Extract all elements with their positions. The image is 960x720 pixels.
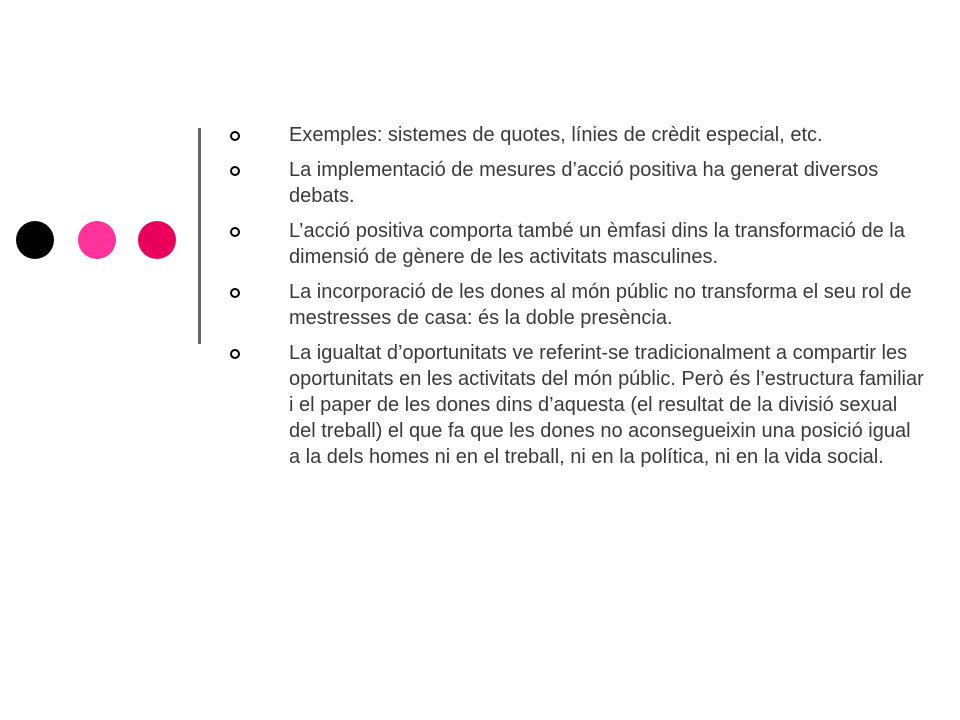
- bullet-text: Exemples: sistemes de quotes, línies de crèdit especial, etc.: [289, 124, 823, 146]
- bullet-circle-icon: [230, 349, 240, 359]
- bullet-text: La igualtat d’oportunitats ve referint-se tradicionalment a compartir les oportunitats en les activitats del món públic. Però és l’estructura familiar i el paper de les dones dins d’aquesta (el resultat de la divisió sexual del treball) el que fa que les dones no aconsegueixin una posició igual a la dels homes ni en el treball, ni en la política, ni en la vida social.: [289, 342, 924, 468]
- bullet-item: [225, 122, 925, 148]
- bullet-circle-icon: [230, 227, 240, 237]
- decorative-vertical-line: [198, 128, 201, 344]
- bullet-text: La implementació de mesures d’acció positiva ha generat diversos debats.: [289, 159, 879, 207]
- bullet-circle-icon: [230, 131, 240, 141]
- bullet-item: [225, 157, 925, 209]
- decorative-dot-black: [16, 221, 54, 259]
- decorative-dot-pink: [78, 221, 116, 259]
- bullet-item: [225, 218, 925, 270]
- bullet-item: [225, 279, 925, 331]
- decorative-dot-magenta: [138, 221, 176, 259]
- bullet-circle-icon: [230, 288, 240, 298]
- bullet-text: L’acció positiva comporta també un èmfasi dins la transformació de la dimensió de gènere de les activitats masculines.: [289, 220, 905, 268]
- bullet-circle-icon: [230, 166, 240, 176]
- bullet-text: La incorporació de les dones al món públic no transforma el seu rol de mestresses de casa: és la doble presència.: [289, 281, 912, 329]
- bullet-item: [225, 340, 925, 470]
- bullet-list: [225, 122, 925, 479]
